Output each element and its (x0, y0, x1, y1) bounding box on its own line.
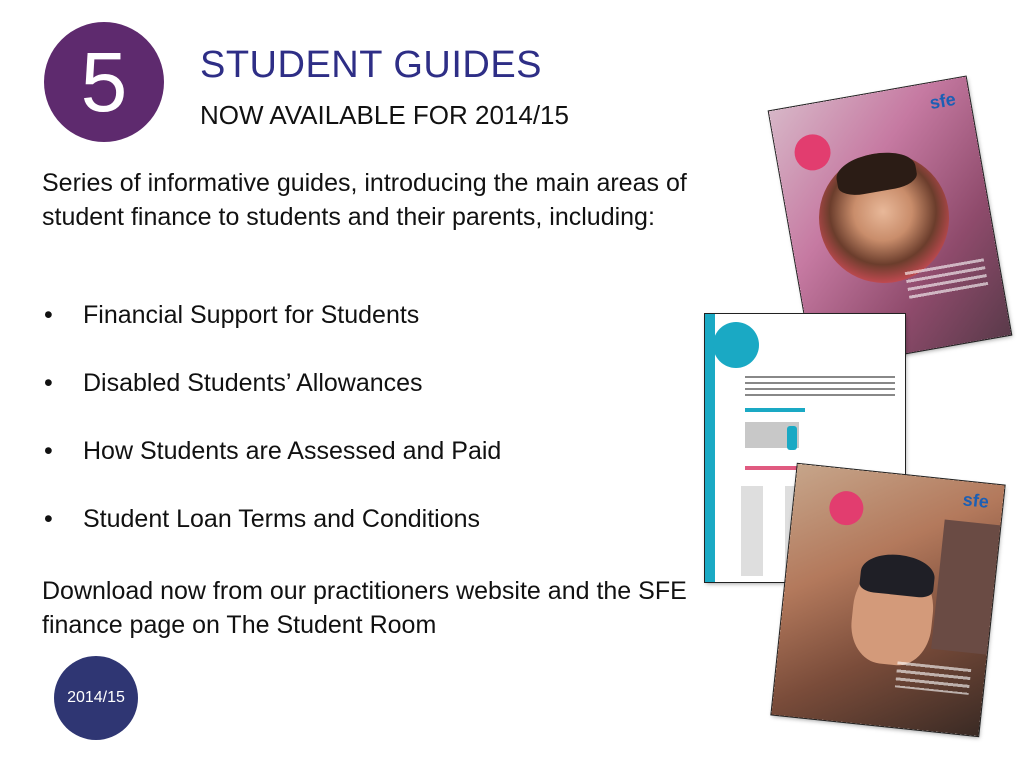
page-subtitle: NOW AVAILABLE FOR 2014/15 (200, 100, 569, 130)
page-title: STUDENT GUIDES (200, 44, 543, 86)
guide-item-assessed-paid (42, 434, 501, 468)
bullet-icon: • (44, 301, 53, 329)
beanie-hat (859, 551, 937, 599)
section-header-teal (745, 408, 805, 412)
brochure-bridging-the-gap-image (771, 464, 1004, 736)
guide-item-financial-support (42, 298, 501, 332)
brochure-caption (895, 661, 971, 695)
text-lines (745, 376, 895, 400)
intro-paragraph: Series of informative guides, introducing the main areas of student finance to students and their parents, including: (42, 169, 687, 231)
sfe-logo: sfe (961, 489, 990, 512)
guide-label: Student Loan Terms and Conditions (83, 505, 481, 533)
year-badge: 2014/15 (54, 656, 138, 740)
teal-band (705, 314, 715, 582)
teal-circle (713, 322, 759, 368)
guide-item-disabled-allowances (42, 366, 501, 400)
guide-item-loan-terms (42, 502, 501, 536)
guide-label: Financial Support for Students (83, 301, 420, 329)
bullet-icon: • (44, 437, 53, 465)
guide-list (42, 298, 501, 570)
guide-label: Disabled Students’ Allowances (83, 369, 423, 397)
download-paragraph: Download now from our practitioners website and the SFE finance page on The Student Room (42, 577, 687, 639)
bullet-icon: • (44, 369, 53, 397)
person-icon (787, 426, 797, 450)
bullet-icon: • (44, 505, 53, 533)
number-badge: 5 (44, 22, 164, 142)
guide-label: How Students are Assessed and Paid (83, 437, 502, 465)
matters-tag-icon (792, 132, 834, 174)
student-boy (931, 519, 1000, 654)
matters-tag-icon (828, 489, 865, 526)
sfe-logo: sfe (928, 88, 958, 114)
section-header-pink (745, 466, 805, 470)
